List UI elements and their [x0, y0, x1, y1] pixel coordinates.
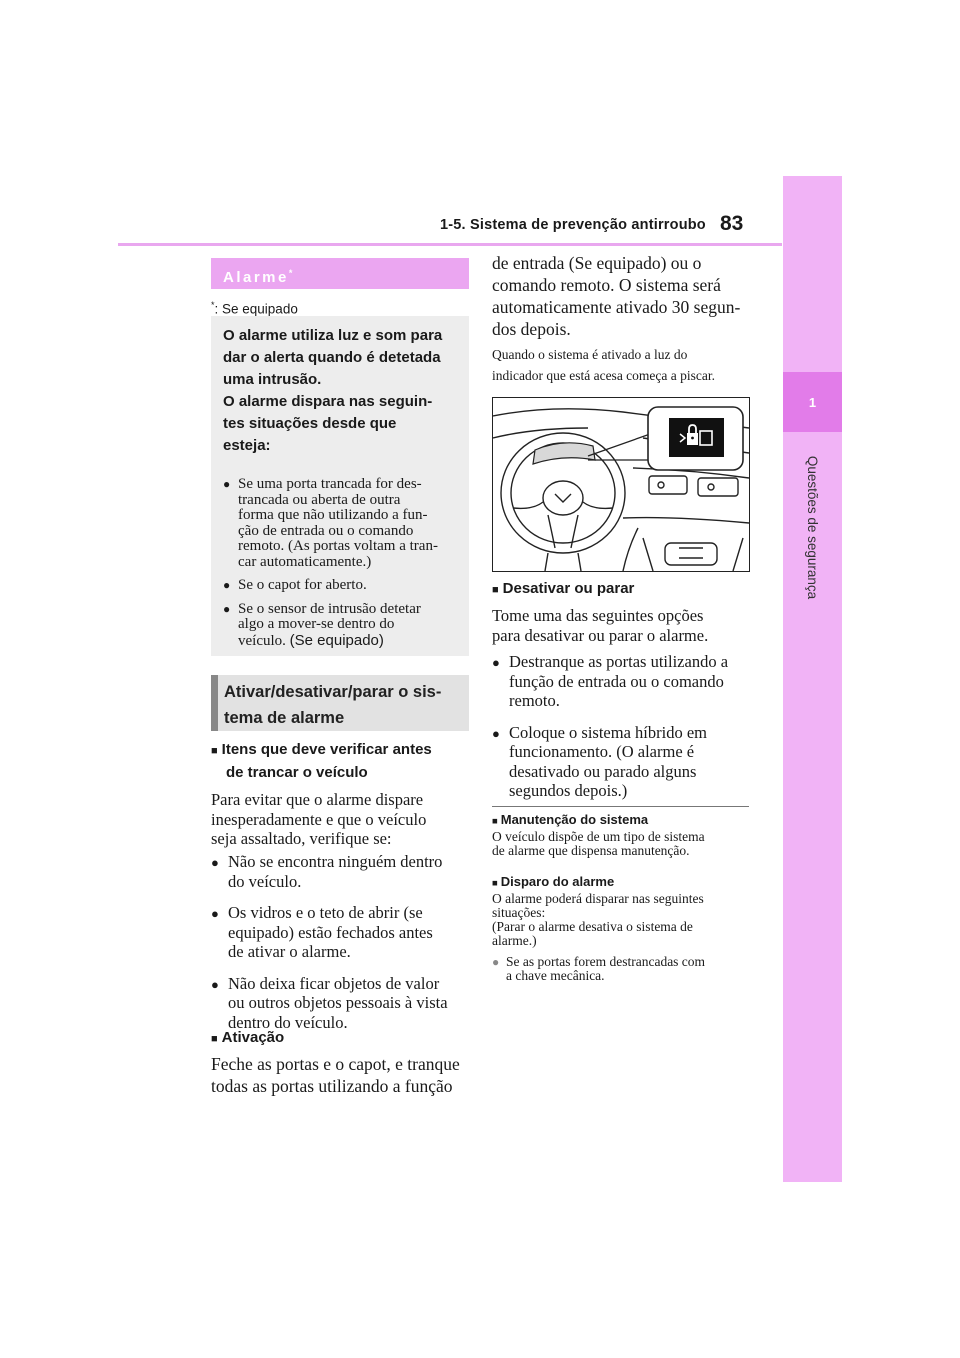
text-line: de entrada (Se equipado) ou o [492, 253, 702, 273]
list-line: a chave mecânica. [506, 968, 605, 983]
heading-line: Itens que deve verificar antes [221, 741, 432, 758]
list-item [211, 903, 471, 962]
intro-line: O alarme dispara nas seguin- [223, 393, 433, 410]
indicator-note [492, 344, 754, 386]
chapter-label-text: Questões de segurança [805, 455, 821, 599]
list-line: ção de entrada ou o comando [238, 522, 414, 539]
notes-divider [492, 806, 749, 807]
intro-line: tes situações desde que [223, 415, 397, 432]
deactivate-heading [492, 578, 754, 601]
chapter-label [783, 437, 842, 617]
heading-text: Disparo do alarme [500, 874, 615, 889]
chapter-side-tab [783, 176, 842, 1182]
list-item [223, 602, 459, 650]
intro-line: dar o alerta quando é detetada [223, 349, 441, 366]
list-item [492, 955, 754, 983]
equipped-footnote [211, 300, 298, 317]
check-heading [211, 739, 471, 783]
list-line: ou outros objetos pessoais à vista [228, 993, 448, 1012]
bullet-icon: ● [211, 855, 219, 870]
header-rule [118, 243, 782, 246]
trigger-list [492, 955, 754, 983]
list-line: remoto. (As portas voltam a tran- [238, 538, 438, 554]
equipped-note: (Se equipado) [289, 631, 384, 649]
activate-section-heading [211, 675, 469, 731]
alarm-heading-marker: * [288, 268, 293, 278]
chapter-number-tab: 1 [783, 372, 842, 432]
text-line: indicador que está acesa começa a piscar. [492, 368, 716, 383]
list-item [211, 852, 471, 891]
text-line: inesperadamente e que o veículo [211, 809, 427, 829]
intro-line: O alarme utiliza luz e som para [223, 327, 443, 344]
list-line: Coloque o sistema híbrido em [509, 722, 707, 742]
intro-line: esteja: [223, 437, 271, 454]
alarm-heading-text: Alarme [223, 269, 289, 286]
text-line: de alarme que dispensa manutenção. [492, 843, 690, 858]
alarm-info-box [211, 316, 469, 656]
footnote-marker: * [211, 300, 215, 310]
dashboard-drawing [493, 398, 749, 571]
bullet-icon: ● [492, 955, 500, 969]
alarm-intro [223, 325, 459, 457]
list-line: Se as portas forem destrancadas com [506, 954, 706, 969]
trigger-note [492, 873, 754, 983]
section-title: 1-5. Sistema de prevenção antirroubo [440, 217, 706, 233]
list-line: de ativar o alarme. [228, 942, 351, 961]
list-line: veículo. [238, 632, 290, 649]
deactivate-intro [492, 606, 754, 645]
deactivate-list [492, 652, 754, 813]
list-line: Destranque as portas utilizando a [509, 652, 729, 671]
check-intro [211, 790, 471, 849]
heading-line: Ativar/desativar/parar o sis- [224, 683, 442, 701]
text-line: O veículo dispõe de um tipo de sistema [492, 829, 705, 844]
maintenance-heading [492, 811, 754, 830]
list-line: trancada ou aberta de outra [238, 491, 401, 508]
text-line: comando remoto. O sistema será [492, 275, 721, 295]
list-item [223, 477, 459, 570]
list-item [223, 578, 459, 594]
bullet-icon: ● [223, 578, 231, 592]
activation-text [211, 1053, 473, 1097]
maintenance-note [492, 811, 754, 858]
list-line: Se o capot for aberto. [238, 577, 367, 593]
list-line: do veículo. [228, 871, 302, 891]
heading-text: Desativar ou parar [502, 580, 635, 597]
bullet-icon: ● [492, 725, 500, 741]
text-line: situações: [492, 905, 546, 920]
text-line: O alarme poderá disparar nas seguintes [492, 891, 704, 906]
list-line: forma que não utilizando a fun- [238, 507, 428, 523]
list-line: Se uma porta trancada for des- [238, 476, 422, 492]
square-bullet-icon: ■ [492, 584, 499, 596]
alarm-heading [211, 258, 469, 289]
bullet-icon: ● [223, 477, 231, 491]
text-line: Para evitar que o alarme dispare [211, 790, 424, 809]
heading-line: de trancar o veículo [226, 764, 368, 781]
bullet-icon: ● [223, 601, 231, 616]
list-line: algo a mover-se dentro do [238, 616, 395, 632]
text-line: alarme.) [492, 933, 537, 948]
list-line: segundos depois.) [509, 781, 628, 800]
heading-text: Manutenção do sistema [500, 812, 649, 827]
heading-line: tema de alarme [224, 709, 345, 727]
square-bullet-icon: ■ [492, 878, 498, 889]
list-item [492, 652, 754, 711]
list-line: funcionamento. (O alarme é [509, 742, 695, 761]
activation-heading [211, 1027, 471, 1050]
text-line: Quando o sistema é ativado a luz do [492, 347, 688, 362]
text-line: Feche as portas e o capot, e tranque [211, 1054, 460, 1074]
dashboard-illustration [492, 397, 750, 572]
list-line: desativado ou parado alguns [509, 761, 697, 781]
text-line: automaticamente ativado 30 segun- [492, 297, 741, 317]
bullet-icon: ● [211, 906, 219, 921]
trigger-text [492, 892, 754, 948]
text-line: Tome uma das seguintes opções [492, 606, 704, 625]
text-line: dos depois. [492, 319, 571, 339]
check-list [211, 852, 471, 1044]
alarm-trigger-list [223, 477, 459, 649]
list-line: dentro do veículo. [228, 1012, 348, 1032]
square-bullet-icon: ■ [211, 1033, 218, 1045]
activation-text-continued [492, 252, 754, 340]
intro-line: uma intrusão. [223, 371, 322, 388]
list-item [492, 723, 754, 801]
text-line: seja assaltado, verifique se: [211, 829, 392, 848]
square-bullet-icon: ■ [492, 816, 498, 827]
list-line: função de entrada ou o comando [509, 671, 724, 691]
text-line: todas as portas utilizando a função [211, 1076, 453, 1096]
bullet-icon: ● [492, 655, 500, 670]
list-line: Se o sensor de intrusão detetar [238, 600, 421, 617]
page-number: 83 [720, 212, 744, 235]
heading-text: Ativação [221, 1029, 285, 1046]
list-line: remoto. [509, 691, 560, 710]
text-line: para desativar ou parar o alarme. [492, 625, 709, 645]
maintenance-text [492, 830, 754, 858]
list-line: Não se encontra ninguém dentro [228, 852, 443, 871]
list-item [211, 974, 471, 1033]
list-line: equipado) estão fechados antes [228, 922, 433, 942]
footnote-text: : Se equipado [214, 301, 298, 317]
text-line: (Parar o alarme desativa o sistema de [492, 919, 693, 934]
bullet-icon: ● [211, 976, 219, 992]
list-line: car automaticamente.) [238, 553, 372, 570]
list-line: Os vidros e o teto de abrir (se [228, 903, 423, 922]
list-line: Não deixa ficar objetos de valor [228, 973, 440, 993]
trigger-heading [492, 873, 754, 892]
square-bullet-icon: ■ [211, 745, 218, 757]
